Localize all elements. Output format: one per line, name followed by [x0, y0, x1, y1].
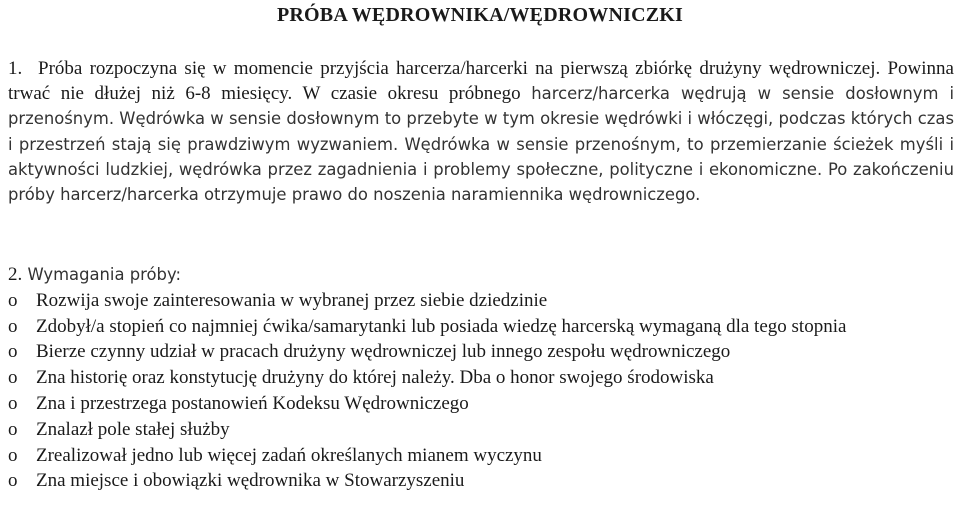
requirements-list — [8, 288, 954, 494]
document-title: PRÓBA WĘDROWNIKA/WĘDROWNICZKI — [276, 4, 684, 26]
bullet-marker: o — [8, 418, 18, 440]
list-item-text: Znalazł pole stałej służby — [36, 418, 230, 440]
bullet-marker: o — [8, 341, 18, 363]
bullet-marker: o — [8, 289, 18, 311]
section-1-text-sans: harcerz/harcerka wędrują w sensie dosłownym i przenośnym. Wędrówka w sensie dosłownym to przebyte w tym okresie wędrówki i włóczęgi, podczas których czas i przestrzeń stają się prawdziwym wyzwaniem. Wędrówka w sensie przenośnym, to przemierzanie ścieżek myśli i aktywności ludzkiej, wędrówka przez zagadnienia i problemy społeczne, polityczne i ekonomiczne. Po zakończeniu próby harcerz/harcerka otrzymuje prawo do noszenia naramiennika wędrowniczego. — [8, 84, 954, 205]
section-2 — [8, 262, 954, 494]
section-1-text-serif: Próba rozpoczyna się w momencie przyjścia harcerza/harcerki na pierwszą zbiórkę drużyny wędrowniczej. Powinna trwać nie dłużej niż 6-8 miesięcy. W czasie okresu próbnego — [8, 58, 954, 105]
section-2-number: 2. — [8, 264, 23, 285]
list-item-text: Zna historię oraz konstytucję drużyny do której należy. Dba o honor swojego środowiska — [36, 367, 714, 389]
list-item — [8, 339, 954, 365]
section-1-number: 1. — [8, 58, 23, 79]
list-item-text: Zrealizował jedno lub więcej zadań określanych mianem wyczynu — [36, 444, 542, 466]
bullet-marker: o — [8, 315, 18, 337]
section-2-heading: Wymagania próby: — [27, 265, 181, 284]
list-item — [8, 365, 954, 391]
list-item-text: Zna i przestrzega postanowień Kodeksu Wędrowniczego — [36, 392, 469, 414]
list-item-text: Zna miejsce i obowiązki wędrownika w Stowarzyszeniu — [36, 470, 465, 492]
section-2-heading-line — [8, 262, 954, 288]
section-1-paragraph — [8, 56, 954, 207]
bullet-marker: o — [8, 392, 18, 414]
list-item — [8, 288, 954, 314]
list-item — [8, 391, 954, 417]
list-item-text: Bierze czynny udział w pracach drużyny wędrowniczej lub innego zespołu wędrowniczego — [36, 341, 731, 363]
list-item — [8, 417, 954, 443]
list-item-text: Zdobył/a stopień co najmniej ćwika/samarytanki lub posiada wiedzę harcerską wymaganą dla tego stopnia — [36, 315, 847, 337]
list-item — [8, 314, 954, 340]
bullet-marker: o — [8, 470, 18, 492]
bullet-marker: o — [8, 444, 18, 466]
bullet-marker: o — [8, 367, 18, 389]
list-item-text: Rozwija swoje zainteresowania w wybranej przez siebie dziedzinie — [36, 289, 548, 311]
list-item — [8, 443, 954, 469]
list-item — [8, 468, 954, 494]
